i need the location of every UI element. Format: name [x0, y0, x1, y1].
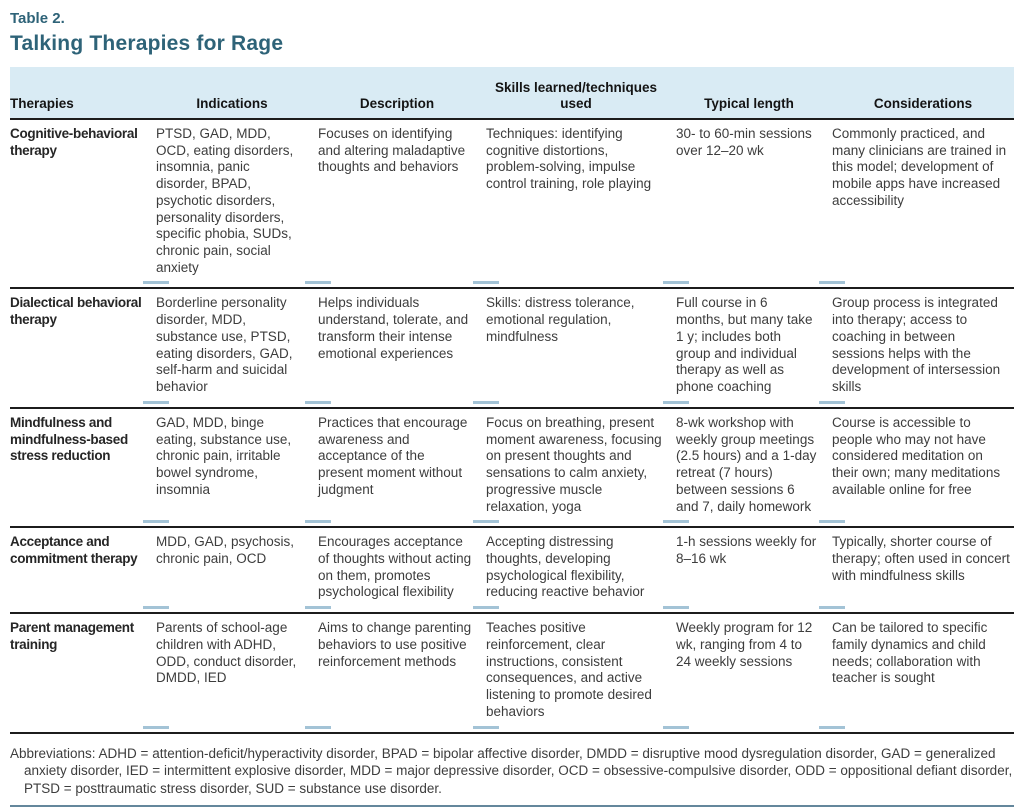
- description-cell: Focuses on identifying and altering maladaptive thoughts and behaviors: [318, 120, 486, 290]
- table-title: Talking Therapies for Rage: [10, 32, 284, 55]
- typical-length-cell: 30- to 60-min sessions over 12–20 wk: [676, 120, 832, 290]
- skills-cell: Techniques: identifying cognitive distortions, problem-solving, impulse control training, role playing: [486, 120, 676, 290]
- header-row: [10, 67, 1014, 120]
- considerations-cell: Typically, shorter course of therapy; often used in concert with mindfulness skills: [832, 528, 1014, 614]
- typical-length-cell: 1-h sessions weekly for 8–16 wk: [676, 528, 832, 614]
- typical-length-cell: Weekly program for 12 wk, ranging from 4 to 24 weekly sessions: [676, 614, 832, 733]
- table-label: Table 2.: [10, 10, 65, 27]
- description-cell: Helps individuals understand, tolerate, and transform their intense emotional experiences: [318, 289, 486, 408]
- table-row: [10, 528, 1014, 614]
- col-header-typical-length: Typical length: [676, 67, 832, 120]
- typical-length-cell: 8-wk workshop with weekly group meetings (2.5 hours) and a 1-day retreat (7 hours) between sessions 6 and 7, daily homework: [676, 409, 832, 528]
- col-header-skills: Skills learned/techniques used: [486, 67, 676, 120]
- col-header-therapies: Therapies: [10, 67, 156, 120]
- considerations-cell: Course is accessible to people who may not have considered meditation on their own; many meditations available online for free: [832, 409, 1014, 528]
- considerations-cell: Group process is integrated into therapy; access to coaching in between sessions helps with the development of intersession skills: [832, 289, 1014, 408]
- considerations-cell: Commonly practiced, and many clinicians are trained in this model; development of mobile apps have increased accessibility: [832, 120, 1014, 290]
- skills-cell: Accepting distressing thoughts, developing psychological flexibility, reducing reactive behavior: [486, 528, 676, 614]
- indications-cell: MDD, GAD, psychosis, chronic pain, OCD: [156, 528, 318, 614]
- table-row: [10, 289, 1014, 408]
- skills-cell: Focus on breathing, present moment awareness, focusing on present thoughts and sensations to calm anxiety, progressive muscle relaxation, yoga: [486, 409, 676, 528]
- indications-cell: Parents of school-age children with ADHD, ODD, conduct disorder, DMDD, IED: [156, 614, 318, 733]
- table-row: [10, 409, 1014, 528]
- abbreviations-footnote: Abbreviations: ADHD = attention-deficit/hyperactivity disorder, BPAD = bipolar affective disorder, DMDD = disruptive mood dysregulation disorder, GAD = generalized anxiety disorder, IED = intermittent explosive disorder, MDD = major depressive disorder, OCD = obsessive-compulsive disorder, ODD = oppositional defiant disorder, PTSD = posttraumatic stress disorder, SUD = substance use disorder.: [10, 745, 1013, 797]
- indications-cell: Borderline personality disorder, MDD, substance use, PTSD, eating disorders, GAD, self-harm and suicidal behavior: [156, 289, 318, 408]
- table-row: [10, 614, 1014, 733]
- skills-cell: Teaches positive reinforcement, clear instructions, consistent consequences, and active listening to promote desired behaviors: [486, 614, 676, 733]
- typical-length-cell: Full course in 6 months, but many take 1 y; includes both group and individual therapy as well as phone coaching: [676, 289, 832, 408]
- description-cell: Practices that encourage awareness and acceptance of the present moment without judgment: [318, 409, 486, 528]
- therapy-name-cell: Dialectical behavioral therapy: [10, 289, 156, 408]
- description-cell: Encourages acceptance of thoughts without acting on them, promotes psychological flexibility: [318, 528, 486, 614]
- therapy-name-cell: Acceptance and commitment therapy: [10, 528, 156, 614]
- therapy-name-cell: Parent management training: [10, 614, 156, 733]
- indications-cell: GAD, MDD, binge eating, substance use, chronic pain, irritable bowel syndrome, insomnia: [156, 409, 318, 528]
- therapy-name-cell: Cognitive-behavioral therapy: [10, 120, 156, 290]
- table-header: [10, 67, 1014, 120]
- col-header-indications: Indications: [156, 67, 318, 120]
- table-row: [10, 120, 1014, 290]
- col-header-considerations: Considerations: [832, 67, 1014, 120]
- skills-cell: Skills: distress tolerance, emotional regulation, mindfulness: [486, 289, 676, 408]
- col-header-description: Description: [318, 67, 486, 120]
- therapy-name-cell: Mindfulness and mindfulness-based stress reduction: [10, 409, 156, 528]
- indications-cell: PTSD, GAD, MDD, OCD, eating disorders, insomnia, panic disorder, BPAD, psychotic disorders, personality disorders, specific phobia, SUDs, chronic pain, social anxiety: [156, 120, 318, 290]
- considerations-cell: Can be tailored to specific family dynamics and child needs; collaboration with teacher is sought: [832, 614, 1014, 733]
- table-body: [10, 120, 1014, 734]
- description-cell: Aims to change parenting behaviors to use positive reinforcement methods: [318, 614, 486, 733]
- therapies-table: [10, 67, 1014, 734]
